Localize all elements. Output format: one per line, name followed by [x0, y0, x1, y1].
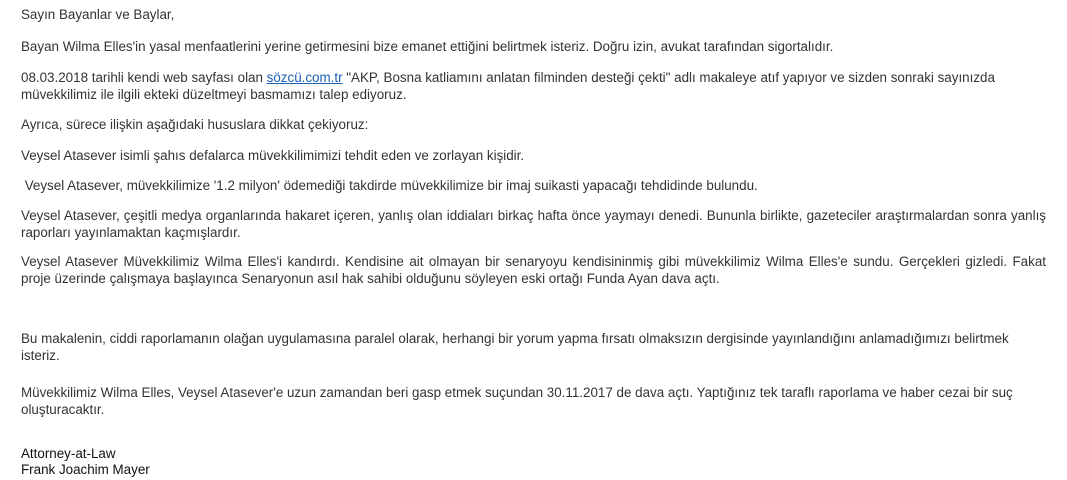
signature-title: Attorney-at-Law: [21, 446, 116, 461]
paragraph-representation: Bayan Wilma Elles'in yasal menfaatlerini yerine getirmesini bize emanet ettiğini belirtmek isteriz. Doğru izin, avukat tarafından sigortalıdır.: [21, 39, 834, 54]
paragraph-point-media: Veysel Atasever, çeşitli medya organlarında hakaret içeren, yanlış olan iddiaları birkaç hafta önce yaymayı denedi. Bununla birlikte, gazeteciler araştırmalardan sonra yanlış raporları yayınlamaktan kaçmışlardır.: [21, 208, 1046, 240]
paragraph-point-threats: Veysel Atasever isimli şahıs defalarca müvekkilimimizi tehdit eden ve zorlayan kişidir.: [21, 148, 525, 163]
paragraph-lawsuit: Müvekkilimiz Wilma Elles, Veysel Atasever'e uzun zamandan beri gasp etmek suçundan 30.11.2017 de dava açtı. Yaptığınız tek taraflı raporlama ve haber cezai bir suç oluşturacaktır.: [21, 385, 1013, 417]
signature-name: Frank Joachim Mayer: [21, 462, 150, 477]
paragraph-article-reference-text-1: 08.03.2018 tarihli kendi web sayfası olan: [21, 70, 267, 85]
salutation: Sayın Bayanlar ve Baylar,: [21, 7, 175, 22]
paragraph-article-reference: [21, 70, 1049, 103]
paragraph-intro-points: Ayrıca, sürece ilişkin aşağıdaki hususlara dikkat çekiyoruz:: [21, 117, 369, 132]
paragraph-publication-complaint: Bu makalenin, ciddi raporlamanın olağan uygulamasına paralel olarak, herhangi bir yorum yapma fırsatı olmaksızın dergisinde yayınlandığını anlamadığımızı belirtmek isteriz.: [21, 331, 1009, 363]
paragraph-point-screenplay: Veysel Atasever Müvekkilimiz Wilma Elles'i kandırdı. Kendisine ait olmayan bir senaryoyu kendisininmiş gibi müvekkilimiz Wilma Elles'e sundu. Gerçekleri gizledi. Fakat proje üzerinde çalışmaya başlayınca Senaryonun asıl hak sahibi olduğunu söyleyen eski ortağı Funda Ayan dava açtı.: [21, 254, 1046, 286]
source-website-link[interactable]: sözcü.com.tr: [266, 70, 343, 85]
paragraph-point-extortion: Veysel Atasever, müvekkilimize '1.2 milyon' ödemediği takdirde müvekkilimize bir imaj suikasti yapacağı tehdidinde bulundu.: [21, 178, 758, 193]
paragraph-article-reference-text-2: "AKP, Bosna katliamını anlatan filminden desteği çekti" adlı makaleye atıf yapıyor ve sizden sonraki sayınızda müvekkilimiz ile ilgili ekteki düzeltmeyi basmamızı talep ediyoruz.: [21, 70, 995, 102]
